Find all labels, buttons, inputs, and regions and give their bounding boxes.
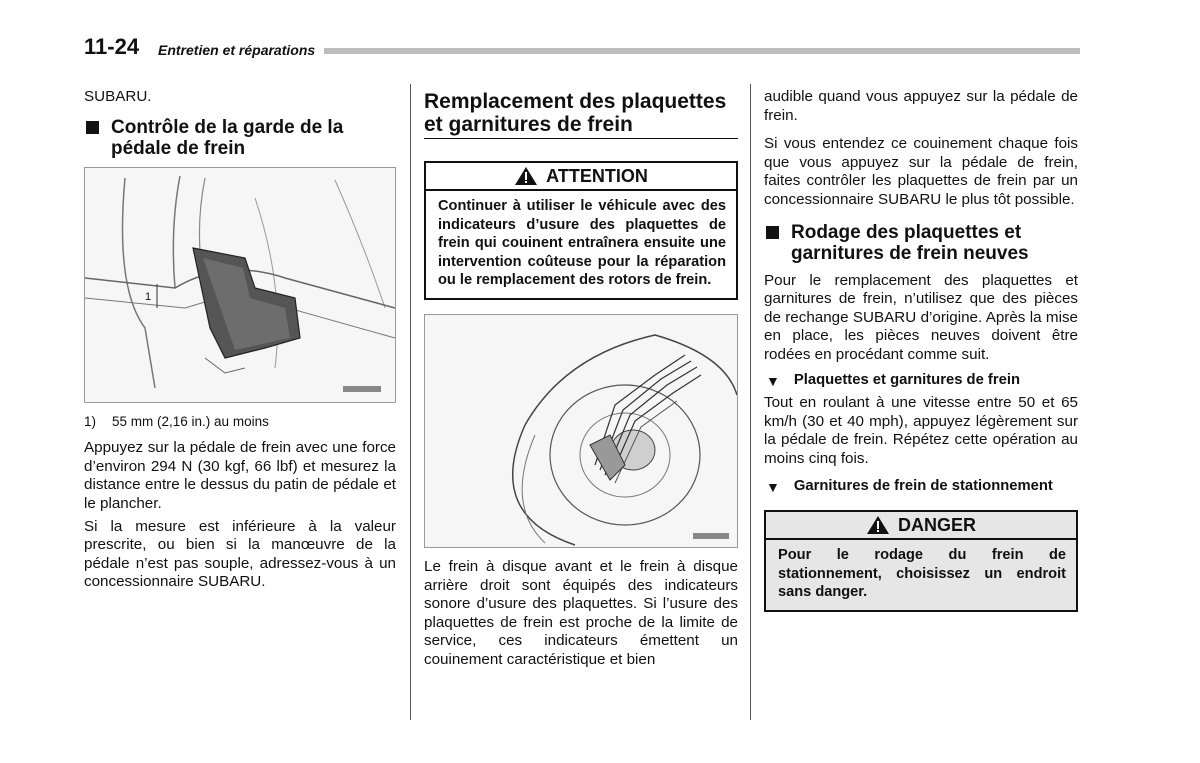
disc-brake-figure: [424, 314, 738, 548]
header-rule: [324, 48, 1080, 54]
paragraph: Tout en roulant à une vitesse entre 50 et 65 km/h (30 et 40 mph), appuyez légèrement sur la pédale de frein. Répétez cette opération au moins cinq fois.: [764, 394, 1078, 467]
triangle-down-icon: ▼: [766, 478, 780, 495]
page-header: [84, 34, 1080, 60]
column-1: [84, 88, 396, 596]
danger-label: DANGER: [897, 514, 976, 535]
warning-icon: [866, 515, 890, 535]
figure-caption: [84, 413, 396, 432]
figure-label: 1: [145, 290, 152, 303]
heading-text: Contrôle de la garde de la pédale de frein: [111, 116, 344, 159]
paragraph: Pour le remplacement des plaquettes et garnitures de frein, n’utilisez que des pièces de rechange SUBARU d’origine. Après la mise en place, les pièces neuves doivent être rodées en procédant comme suit.: [764, 271, 1078, 363]
heading-pedal-check: [84, 117, 396, 159]
subheading-text: Garnitures de frein de stationnement: [793, 477, 1053, 494]
attention-label: ATTENTION: [546, 165, 648, 186]
paragraph: audible quand vous appuyez sur la pédale de frein.: [764, 88, 1078, 124]
caption-text: 55 mm (2,16 in.) au moins: [112, 413, 269, 429]
column-divider-1: [410, 84, 411, 720]
heading-break-in: [764, 222, 1078, 264]
warning-icon: [514, 166, 538, 186]
triangle-down-icon: ▼: [766, 372, 780, 389]
section-title: Entretien et réparations: [158, 42, 316, 58]
page-number: 11-24: [84, 34, 140, 59]
column-2: [424, 88, 738, 674]
subheading-pads: [764, 371, 1078, 391]
column-3: [764, 88, 1078, 612]
square-bullet-icon: [766, 226, 779, 239]
subheading-text: Plaquettes et garnitures de frein: [793, 371, 1020, 388]
attention-text: Continuer à utiliser le véhicule avec des indicateurs d’usure des plaquettes de frein qui couinent entraînera ensuite une intervention coûteuse pour la réparation ou le remplacement des rotors de frein.: [424, 191, 738, 300]
column-divider-2: [750, 84, 751, 720]
paragraph: Si la mesure est inférieure à la valeur prescrite, ou bien si la manœuvre de la pédale n’est pas souple, adressez-vous à un concessionnaire SUBARU.: [84, 517, 396, 591]
disc-brake-illustration: [425, 315, 737, 547]
paragraph: Le frein à disque avant et le frein à disque arrière droit sont équipés des indicateurs sonore d’usure des plaquettes. Si l’usure des plaquettes de frein est proche de la limite de service, ces indicateurs émettent un couinement caractéristique et bien: [424, 557, 738, 668]
brake-pedal-illustration: [85, 168, 395, 402]
caption-number: 1): [84, 413, 97, 429]
paragraph: Si vous entendez ce couinement chaque fois que vous appuyez sur la pédale de frein, faites contrôler les plaquettes de frein par un concessionnaire SUBARU le plus tôt possible.: [764, 135, 1078, 208]
square-bullet-icon: [86, 121, 99, 134]
danger-header: [764, 510, 1078, 540]
intro-text: SUBARU.: [84, 88, 152, 105]
heading-text: Rodage des plaquettes et garnitures de frein neuves: [791, 221, 1029, 264]
pedal-figure: [84, 167, 396, 403]
subheading-parking: [764, 477, 1078, 497]
paragraph: Appuyez sur la pédale de frein avec une force d’environ 294 N (30 kgf, 66 lbf) et mesurez la distance entre le dessus du patin de pédale et le plancher.: [84, 439, 396, 512]
attention-header: [424, 161, 738, 191]
danger-text: Pour le rodage du frein de stationnement, choisissez un endroit sans danger.: [764, 540, 1078, 612]
heading-pad-replacement: Remplacement des plaquettes et garnitures de frein: [424, 90, 738, 139]
